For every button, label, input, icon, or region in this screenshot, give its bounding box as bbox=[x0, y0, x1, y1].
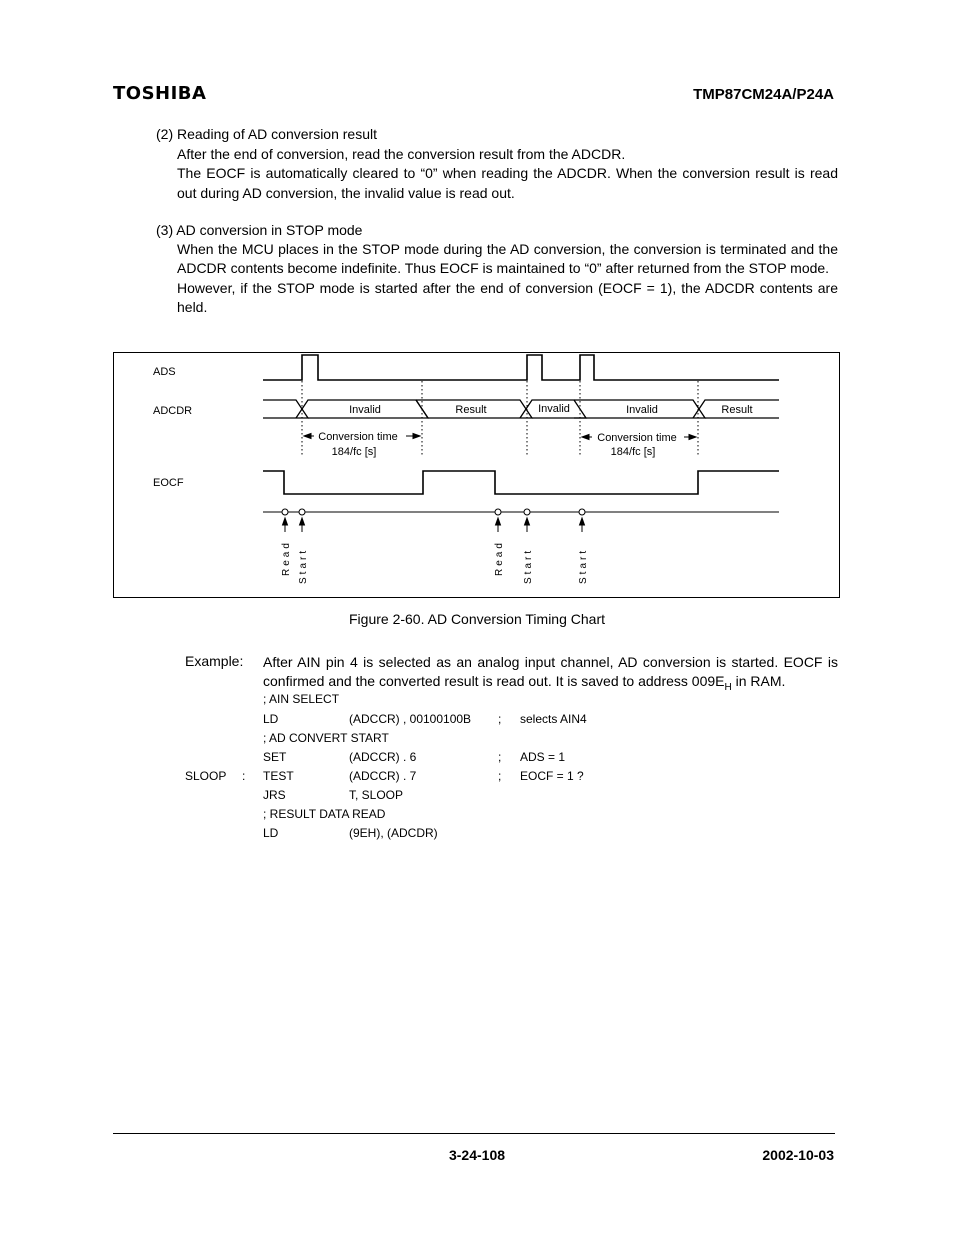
event-label-start: Start bbox=[298, 547, 309, 584]
document-date: 2002-10-03 bbox=[762, 1147, 834, 1163]
event-arrows bbox=[283, 518, 585, 532]
adcdr-segment-result: Result bbox=[721, 404, 753, 416]
conversion-time-formula: 184/fc [s] bbox=[331, 446, 377, 458]
conversion-time-label: Conversion time bbox=[318, 431, 398, 443]
code-comment: ; AIN SELECT bbox=[263, 692, 340, 706]
adcdr-segment-invalid: Invalid bbox=[626, 404, 658, 416]
hex-subscript: H bbox=[724, 681, 732, 693]
model-number: TMP87CM24A/P24A bbox=[693, 86, 834, 103]
section-3-title: (3) AD conversion in STOP mode bbox=[156, 222, 363, 238]
code-semicolon: ; bbox=[498, 750, 502, 764]
section-3-body bbox=[177, 240, 838, 317]
adcdr-segment-result: Result bbox=[455, 404, 487, 416]
code-colon: : bbox=[242, 769, 246, 783]
page-number: 3-24-108 bbox=[448, 1147, 506, 1163]
ads-label: ADS bbox=[153, 366, 176, 378]
section-2-body bbox=[177, 145, 838, 203]
section-3-line: However, if the STOP mode is started after the end of conversion (EOCF = 1), the ADCDR contents are held. bbox=[177, 279, 838, 315]
event-label-read: Read bbox=[281, 540, 292, 576]
adcdr-bus bbox=[263, 400, 779, 418]
example-text-end: in RAM. bbox=[731, 673, 786, 689]
footer-rule bbox=[113, 1133, 835, 1134]
code-arg: T, SLOOP bbox=[349, 788, 404, 802]
adcdr-segment-invalid: Invalid bbox=[349, 404, 381, 416]
code-op: LD bbox=[263, 826, 279, 840]
event-label-start: Start bbox=[523, 547, 534, 584]
event-label-start: Start bbox=[578, 547, 589, 584]
code-op: TEST bbox=[263, 769, 294, 783]
event-label-read: Read bbox=[494, 540, 505, 576]
adcdr-label: ADCDR bbox=[153, 405, 193, 417]
section-2-line: After the end of conversion, read the conversion result from the ADCDR. bbox=[177, 146, 626, 162]
code-comment: selects AIN4 bbox=[520, 712, 587, 726]
example-label: Example: bbox=[185, 653, 244, 669]
adcdr-segment-invalid: Invalid bbox=[538, 403, 570, 415]
code-comment: EOCF = 1 ? bbox=[520, 769, 584, 783]
code-op: SET bbox=[263, 750, 287, 764]
code-arg: (ADCCR) , 00100100B bbox=[349, 712, 472, 726]
code-arg: (9EH), (ADCDR) bbox=[349, 826, 438, 840]
code-op: JRS bbox=[263, 788, 286, 802]
code-arg: (ADCCR) . 7 bbox=[349, 769, 417, 783]
code-comment: ADS = 1 bbox=[520, 750, 566, 764]
eocf-label: EOCF bbox=[153, 477, 184, 489]
code-label: SLOOP bbox=[185, 769, 227, 783]
code-listing bbox=[0, 691, 954, 851]
conversion-time-label: Conversion time bbox=[597, 432, 677, 444]
timing-chart bbox=[114, 353, 839, 597]
section-3-line: When the MCU places in the STOP mode during the AD conversion, the conversion is terminated and the ADCDR contents become indefinite. Thus EOCF is maintained to “0” after returned from the STOP mode. bbox=[177, 241, 838, 277]
code-comment: ; RESULT DATA READ bbox=[263, 807, 386, 821]
code-comment: ; AD CONVERT START bbox=[263, 731, 389, 745]
figure-caption: Figure 2-60. AD Conversion Timing Chart bbox=[349, 611, 605, 627]
eocf-waveform bbox=[263, 471, 779, 494]
conversion-time-formula: 184/fc [s] bbox=[610, 446, 656, 458]
timing-chart-frame bbox=[113, 352, 840, 598]
ads-waveform bbox=[263, 355, 779, 380]
code-arg: (ADCCR) . 6 bbox=[349, 750, 417, 764]
section-2-title: (2) Reading of AD conversion result bbox=[156, 126, 377, 142]
toshiba-logo: TOSHIBA bbox=[113, 83, 207, 104]
code-semicolon: ; bbox=[498, 769, 502, 783]
example-text: After AIN pin 4 is selected as an analog input channel, AD conversion is started. EOCF is confirmed and the converted result is read out. It is saved to address 009E bbox=[263, 654, 838, 689]
section-2-line: The EOCF is automatically cleared to “0” when reading the ADCDR. When the conversion result is read out during AD conversion, the invalid value is read out. bbox=[177, 165, 838, 201]
code-op: LD bbox=[263, 712, 279, 726]
code-semicolon: ; bbox=[498, 712, 502, 726]
